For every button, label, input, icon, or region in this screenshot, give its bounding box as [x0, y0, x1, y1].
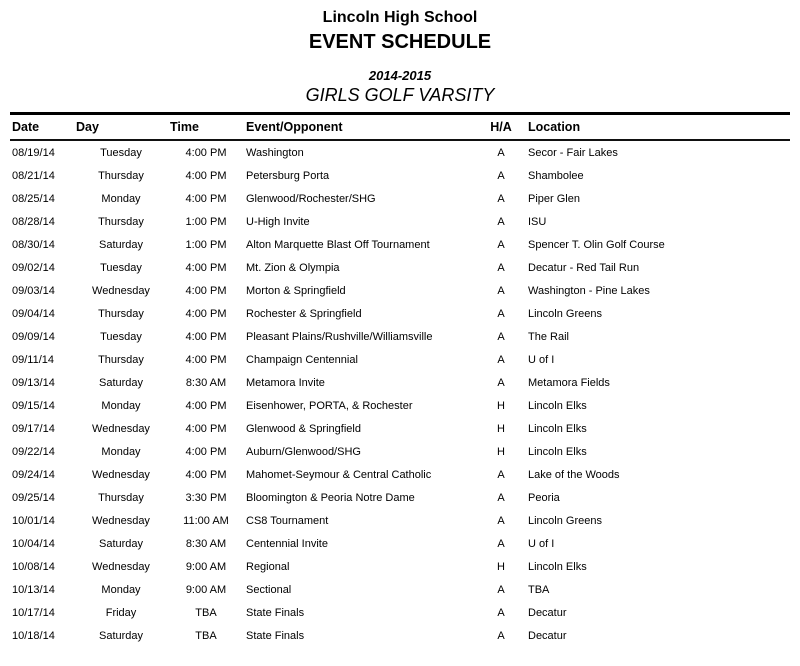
cell-location: Peoria [528, 491, 560, 504]
schedule-body [10, 140, 790, 647]
page-title: EVENT SCHEDULE [308, 31, 492, 53]
cell-event: Sectional [246, 583, 292, 596]
cell-date: 08/21/14 [12, 169, 55, 182]
cell-ha: H [497, 422, 505, 435]
cell-time: 9:00 AM [185, 560, 227, 573]
cell-event: Alton Marquette Blast Off Tournament [246, 238, 430, 251]
cell-time: 11:00 AM [183, 514, 229, 527]
cell-location: Shambolee [528, 169, 584, 182]
cell-time: 4:00 PM [185, 468, 227, 481]
cell-location: The Rail [528, 330, 569, 343]
cell-event: Champaign Centennial [246, 353, 358, 366]
cell-date: 10/17/14 [12, 606, 55, 619]
cell-day: Wednesday [92, 284, 150, 297]
cell-location: ISU [528, 215, 547, 228]
column-header-home-away: H/A [490, 120, 512, 135]
cell-ha: H [497, 399, 505, 412]
column-header-time: Time [170, 120, 199, 135]
cell-ha: H [497, 560, 505, 573]
column-header-event-opponent: Event/Opponent [246, 120, 343, 135]
team-label: GIRLS GOLF VARSITY [305, 84, 495, 105]
cell-ha: A [497, 514, 505, 527]
table-row [10, 348, 790, 371]
cell-location: Spencer T. Olin Golf Course [528, 238, 665, 251]
cell-event: State Finals [246, 629, 305, 642]
table-row [10, 256, 790, 279]
cell-ha: A [497, 307, 505, 320]
cell-ha: A [497, 169, 505, 182]
cell-day: Monday [101, 399, 141, 412]
cell-time: 3:30 PM [185, 491, 227, 504]
cell-location: TBA [528, 583, 550, 596]
cell-date: 09/09/14 [12, 330, 55, 343]
cell-event: Pleasant Plains/Rushville/Williamsville [246, 330, 433, 343]
cell-time: 1:00 PM [185, 238, 227, 251]
cell-ha: A [497, 629, 505, 642]
table-row [10, 440, 790, 463]
cell-ha: A [497, 192, 505, 205]
table-header [10, 114, 790, 141]
cell-time: 8:30 AM [185, 537, 227, 550]
cell-time: 4:00 PM [185, 192, 227, 205]
cell-event: Morton & Springfield [246, 284, 346, 297]
cell-day: Wednesday [92, 514, 150, 527]
cell-time: 4:00 PM [185, 146, 227, 159]
cell-ha: A [497, 468, 505, 481]
cell-event: Glenwood & Springfield [246, 422, 361, 435]
cell-day: Wednesday [92, 422, 150, 435]
cell-event: Mt. Zion & Olympia [246, 261, 340, 274]
cell-location: Piper Glen [528, 192, 580, 205]
cell-time: 4:00 PM [185, 307, 227, 320]
cell-location: Lincoln Elks [528, 560, 587, 573]
cell-time: 8:30 AM [185, 376, 227, 389]
schedule-table [10, 112, 790, 647]
cell-location: Lincoln Elks [528, 399, 587, 412]
cell-day: Tuesday [100, 261, 142, 274]
cell-date: 09/02/14 [12, 261, 55, 274]
cell-time: 4:00 PM [185, 353, 227, 366]
cell-day: Thursday [98, 215, 144, 228]
cell-time: TBA [195, 629, 217, 642]
cell-ha: A [497, 261, 505, 274]
cell-date: 08/28/14 [12, 215, 55, 228]
cell-day: Monday [101, 445, 141, 458]
table-row [10, 279, 790, 302]
cell-day: Saturday [98, 537, 144, 550]
school-name: Lincoln High School [322, 9, 478, 26]
cell-time: 4:00 PM [185, 169, 227, 182]
column-header-location: Location [528, 120, 581, 135]
cell-date: 10/08/14 [12, 560, 55, 573]
header-row [10, 114, 790, 141]
cell-ha: A [497, 606, 505, 619]
table-row [10, 601, 790, 624]
cell-date: 09/24/14 [12, 468, 55, 481]
cell-event: Rochester & Springfield [246, 307, 362, 320]
table-row [10, 624, 790, 647]
cell-ha: A [497, 537, 505, 550]
cell-date: 09/13/14 [12, 376, 55, 389]
cell-day: Tuesday [100, 146, 142, 159]
table-row [10, 233, 790, 256]
cell-time: TBA [195, 606, 217, 619]
cell-location: Lincoln Elks [528, 445, 587, 458]
cell-date: 10/18/14 [12, 629, 55, 642]
cell-event: State Finals [246, 606, 305, 619]
cell-date: 10/04/14 [12, 537, 55, 550]
cell-date: 09/15/14 [12, 399, 55, 412]
cell-ha: A [497, 376, 505, 389]
cell-location: Lincoln Elks [528, 422, 587, 435]
cell-date: 08/19/14 [12, 146, 55, 159]
cell-day: Saturday [98, 629, 144, 642]
cell-ha: A [497, 491, 505, 504]
table-row [10, 164, 790, 187]
cell-ha: A [497, 238, 505, 251]
cell-ha: A [497, 330, 505, 343]
cell-day: Monday [101, 583, 141, 596]
cell-date: 09/04/14 [12, 307, 55, 320]
cell-date: 08/30/14 [12, 238, 55, 251]
table-row [10, 325, 790, 348]
cell-event: Bloomington & Peoria Notre Dame [246, 491, 415, 504]
document-header [0, 8, 800, 106]
cell-day: Thursday [98, 353, 144, 366]
cell-time: 4:00 PM [185, 422, 227, 435]
table-row [10, 509, 790, 532]
cell-ha: A [497, 146, 505, 159]
cell-time: 4:00 PM [185, 330, 227, 343]
cell-event: Petersburg Porta [246, 169, 330, 182]
cell-time: 9:00 AM [185, 583, 227, 596]
table-row [10, 302, 790, 325]
cell-location: Decatur [528, 629, 567, 642]
cell-event: Auburn/Glenwood/SHG [246, 445, 361, 458]
cell-location: Lincoln Greens [528, 514, 602, 527]
cell-event: CS8 Tournament [246, 514, 329, 527]
cell-day: Wednesday [92, 468, 150, 481]
cell-day: Thursday [98, 491, 144, 504]
cell-day: Thursday [98, 169, 144, 182]
cell-ha: A [497, 215, 505, 228]
cell-day: Thursday [98, 307, 144, 320]
cell-event: Metamora Invite [246, 376, 325, 389]
cell-ha: A [497, 353, 505, 366]
season-label: 2014-2015 [368, 68, 432, 83]
table-row [10, 210, 790, 233]
cell-location: U of I [528, 537, 555, 550]
cell-day: Wednesday [92, 560, 150, 573]
cell-time: 4:00 PM [185, 261, 227, 274]
cell-location: U of I [528, 353, 555, 366]
cell-date: 10/01/14 [12, 514, 55, 527]
cell-date: 09/25/14 [12, 491, 55, 504]
cell-event: Glenwood/Rochester/SHG [246, 192, 376, 205]
table-row [10, 417, 790, 440]
cell-event: Mahomet-Seymour & Central Catholic [246, 468, 432, 481]
cell-time: 1:00 PM [185, 215, 227, 228]
cell-time: 4:00 PM [185, 399, 227, 412]
cell-date: 09/17/14 [12, 422, 55, 435]
table-row [10, 187, 790, 210]
cell-event: Eisenhower, PORTA, & Rochester [246, 399, 413, 412]
cell-location: Lake of the Woods [528, 468, 620, 481]
table-row [10, 394, 790, 417]
cell-day: Saturday [98, 238, 144, 251]
cell-date: 08/25/14 [12, 192, 55, 205]
cell-date: 09/22/14 [12, 445, 55, 458]
table-row [10, 463, 790, 486]
cell-location: Washington - Pine Lakes [528, 284, 650, 297]
cell-day: Monday [101, 192, 141, 205]
table-row [10, 555, 790, 578]
cell-date: 09/11/14 [12, 353, 55, 366]
table-row [10, 371, 790, 394]
cell-event: Regional [246, 560, 290, 573]
cell-date: 09/03/14 [12, 284, 55, 297]
cell-location: Metamora Fields [528, 376, 610, 389]
cell-ha: A [497, 284, 505, 297]
cell-ha: H [497, 445, 505, 458]
cell-event: U-High Invite [246, 215, 310, 228]
column-header-date: Date [12, 120, 40, 135]
table-row [10, 140, 790, 164]
cell-date: 10/13/14 [12, 583, 55, 596]
cell-day: Saturday [98, 376, 144, 389]
cell-day: Tuesday [100, 330, 142, 343]
cell-location: Decatur - Red Tail Run [528, 261, 640, 274]
cell-event: Washington [246, 146, 304, 159]
table-row [10, 578, 790, 601]
cell-event: Centennial Invite [246, 537, 328, 550]
cell-ha: A [497, 583, 505, 596]
table-row [10, 532, 790, 555]
cell-day: Friday [105, 606, 137, 619]
cell-time: 4:00 PM [185, 284, 227, 297]
cell-location: Decatur [528, 606, 567, 619]
column-header-day: Day [76, 120, 99, 135]
cell-location: Lincoln Greens [528, 307, 602, 320]
cell-time: 4:00 PM [185, 445, 227, 458]
table-row [10, 486, 790, 509]
cell-location: Secor - Fair Lakes [528, 146, 618, 159]
